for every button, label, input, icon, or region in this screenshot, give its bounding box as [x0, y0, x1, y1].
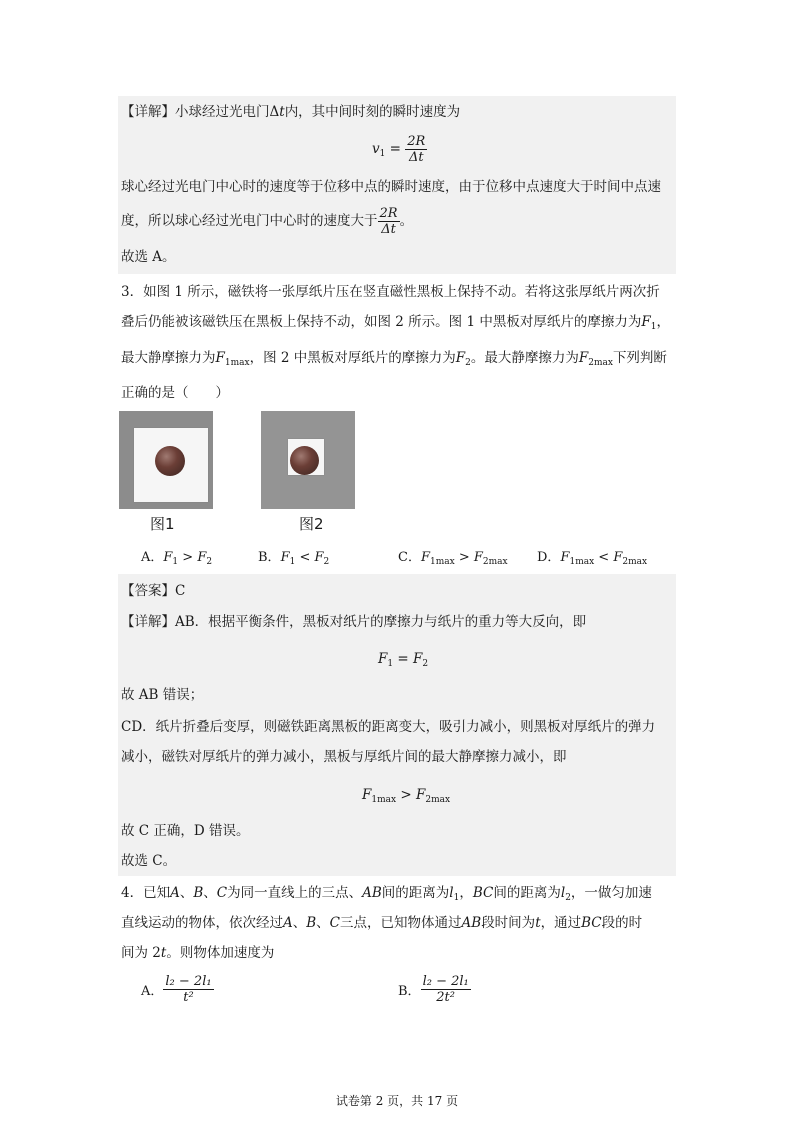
- q3-option-b: B．$F_1 < F_2$: [258, 550, 330, 567]
- figure-2-magnet: [290, 446, 319, 475]
- q3-explanation-line3: CD．纸片折叠后变厚，则磁铁距离黑板的距离变大，吸引力减小，则黑板对厚纸片的弹力: [121, 719, 656, 735]
- q3-answer: 【答案】C: [121, 583, 186, 599]
- q3-option-d: D．$F_{1max} < F_{2max}$: [537, 550, 648, 567]
- figure-1-magnet: [155, 446, 185, 476]
- q3-line4: 正确的是（ ）: [121, 385, 229, 401]
- q4-option-b: B． $\frac{\text{l₂ − 2l₁}}{\text{2t²}}$: [398, 974, 469, 1005]
- page-footer: 试卷第 2 页，共 17 页: [335, 1094, 459, 1108]
- q4-option-a: A． $\frac{\text{l₂ − 2l₁}}{\text{t²}}$: [141, 974, 212, 1005]
- prev-choice: 故选 A。: [121, 249, 176, 265]
- q3-explanation-line4: 减小，磁铁对厚纸片的弹力减小，黑板与厚纸片间的最大静摩擦力减小，即: [121, 749, 567, 765]
- q4-line1: 4．已知A、B、C为同一直线上的三点、AB间的距离为$l_1$，BC间的距离为$l_2$，一做匀加速: [121, 885, 652, 903]
- q3-equation-2: $F_{1max} > F_{2max}$: [362, 787, 451, 805]
- q3-option-a: A．$F_1 > F_2$: [141, 550, 213, 567]
- q3-explanation-line6: 故选 C。: [121, 853, 177, 869]
- velocity-formula: $v_1$ = $\frac{2R}{\Delta t}$: [372, 134, 426, 165]
- q3-equation-1: $F_1 = F_2$: [378, 651, 429, 669]
- q3-explanation-line5: 故 C 正确，D 错误。: [121, 823, 250, 839]
- prev-explanation-line2: 球心经过光电门中心时的速度等于位移中点的瞬时速度，由于位移中点速度大于时间中点速: [121, 179, 661, 195]
- q3-line2: 叠后仍能被该磁铁压在黑板上保持不动，如图 2 所示。图 1 中黑板对厚纸片的摩擦力为$F_1$，: [121, 314, 670, 332]
- figure-1-caption: 图1: [150, 515, 175, 533]
- q3-line3: 最大静摩擦力为$F_{1max}$，图 2 中黑板对厚纸片的摩擦力为$F_2$。最大静摩擦力为$F_{2max}$下列判断: [121, 350, 667, 368]
- figure-2-photo: [261, 411, 355, 509]
- q3-explanation-line2: 故 AB 错误；: [121, 687, 204, 703]
- figure-2-caption: 图2: [299, 515, 324, 533]
- q3-option-c: C．$F_{1max} > F_{2max}$: [398, 550, 508, 567]
- q3-line1: 3．如图 1 所示，磁铁将一张厚纸片压在竖直磁性黑板上保持不动。若将这张厚纸片两次折: [121, 284, 660, 300]
- prev-explanation-line3: 度，所以球心经过光电门中心时的速度大于 $\frac{2R}{\Delta t}$ 。: [121, 206, 414, 237]
- q4-line2: 直线运动的物体，依次经过A、B、C三点，已知物体通过AB段时间为t，通过BC段的时: [121, 915, 643, 931]
- q3-explanation-line1: 【详解】AB．根据平衡条件，黑板对纸片的摩擦力与纸片的重力等大反向，即: [121, 614, 587, 630]
- q4-line3: 间为 2t。则物体加速度为: [121, 945, 275, 961]
- figure-1-photo: [119, 411, 213, 509]
- prev-explanation-line1: 【详解】小球经过光电门Δt内，其中间时刻的瞬时速度为: [121, 104, 461, 120]
